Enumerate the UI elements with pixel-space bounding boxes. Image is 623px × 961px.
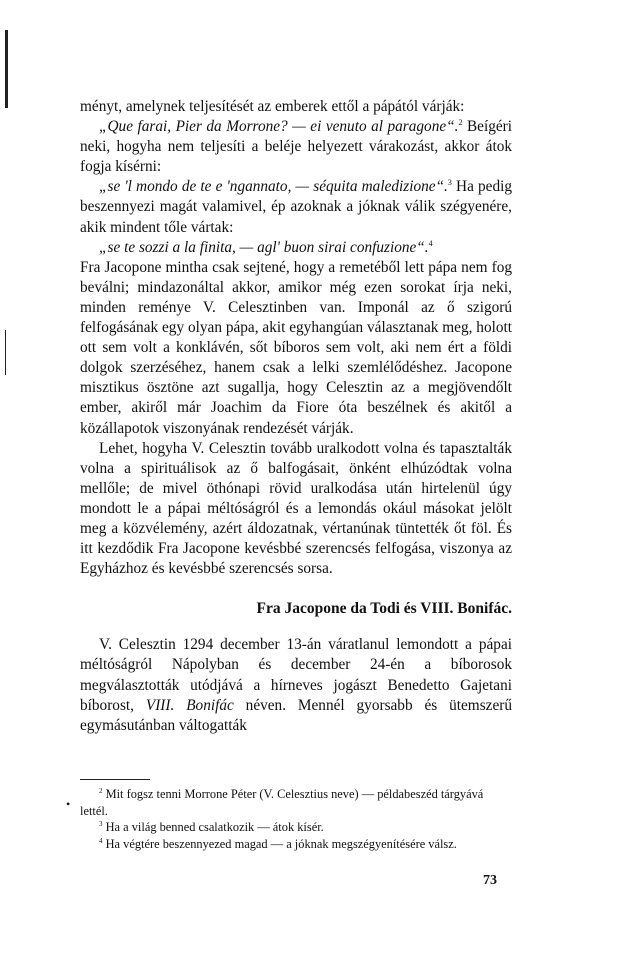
main-text [80, 97, 512, 736]
footnote-ref-4: 4 [428, 238, 433, 248]
paragraph-6 [80, 635, 512, 735]
margin-dot: • [66, 797, 71, 811]
quote-1: „Que farai, Pier da Morrone? — ei venuto al paragone“. [99, 118, 459, 136]
footnote-4-marker: 4 [99, 836, 103, 845]
footnote-4-text: Ha végtére beszennyezed magad — a jóknak megszégyenítésére válsz. [102, 836, 457, 851]
papal-name: VIII. Bonifác [145, 696, 234, 714]
footnote-3-marker: 3 [99, 820, 103, 828]
paragraph-4-quote [80, 238, 512, 258]
footnote-ref-3: 3 [447, 178, 452, 188]
footnotes [80, 786, 512, 852]
paragraph-6-text-b: néven. Mennél gyorsabb és ütemszerű egymásutánban váltogatták [80, 696, 512, 734]
paragraph-1: ményt, amelynek teljesítését az emberek ettől a pápától várják: [80, 98, 465, 115]
paragraph-5: Lehet, hogyha V. Celesztin tovább uralkodott volna és tapasztalták volna a spirituálisok az ő balfogásait, önként elhúzódtak volna mellőle; de mivel öthónapi rövid uralkodása után hirtelenül úgy mondott le a pápai méltóságról és a lemondás okául másokat jelölt meg a közvélemény, azért áldozatnak, vértanúnak tüntették őt föl. És itt kezdődik Fra Jacopone kevésbbé szerencsés felfogása, viszonya az Egyházhoz és kevésbbé szerencsés sorsa. [80, 439, 512, 578]
footnote-2 [80, 786, 512, 819]
page-number: 73 [483, 873, 497, 888]
footnote-2-marker: 2 [99, 787, 103, 795]
footnote-3-text: Ha a világ benned csalatkozik — átok kísér. [102, 820, 324, 834]
paragraph-2 [80, 117, 512, 177]
paragraph-2-text: Beígéri neki, hogyha nem teljesíti a beléje helyezett várakozást, akkor átok fogja kísérni: [80, 118, 512, 176]
footnote-2-text: Mit fogsz tenni Morrone Péter (V. Celesztius neve) — példabeszéd tárgyává lettél. [80, 787, 484, 818]
paragraph-6-text-a: V. Celesztin 1294 december 13-án váratlanul lemondott a pápai méltóságról Nápolyban és december 24-én a bíborosok megválasztották utódjává a hírneves jogászt Benedetto Gajetani bíborost, [80, 636, 512, 714]
footnote-4 [80, 836, 512, 853]
paragraph-3 [80, 177, 512, 237]
quote-3: „se te sozzi a la finita, — agl' buon sirai confuzione“. [99, 238, 429, 256]
section-heading: Fra Jacopone da Todi és VIII. Bonifác. [256, 600, 512, 618]
footnote-3 [80, 819, 512, 836]
paragraph-4: Fra Jacopone mintha csak sejtené, hogy a remetéből lett pápa nem fog beválni; mindazonáltal akkor, amikor még ezen sorokat írja neki, minden reménye V. Celesztinben van. Imponál az ő szigorú felfogásának egy olyan pápa, akit egyhangúan választanak meg, holott ott sem volt a konklávén, sőt bíboros sem volt, aki nem ért a földi dolgok szerzéséhez, hanem csak a lelki szemlélődéshez. Jacopone misztikus ösztöne azt sugallja, hogy Celesztin az a megjövendőlt ember, akiről már Joachim da Fiore óta beszélnek és akitől a közállapotok viszonyának rendezését várják. [80, 258, 512, 437]
footnote-ref-2: 2 [458, 118, 463, 128]
footnote-divider [80, 779, 150, 780]
binding-edge-mark-upper [5, 30, 8, 108]
binding-edge-mark-lower [5, 330, 6, 375]
quote-2: „se 'l mondo de te e 'ngannato, — séquita maledizione“. [99, 178, 448, 196]
paragraph-3-text: Ha pedig beszennyezi magát valamivel, ép azoknak a jóknak válik szégyenére, akik mindent tőle vártak: [80, 178, 512, 236]
